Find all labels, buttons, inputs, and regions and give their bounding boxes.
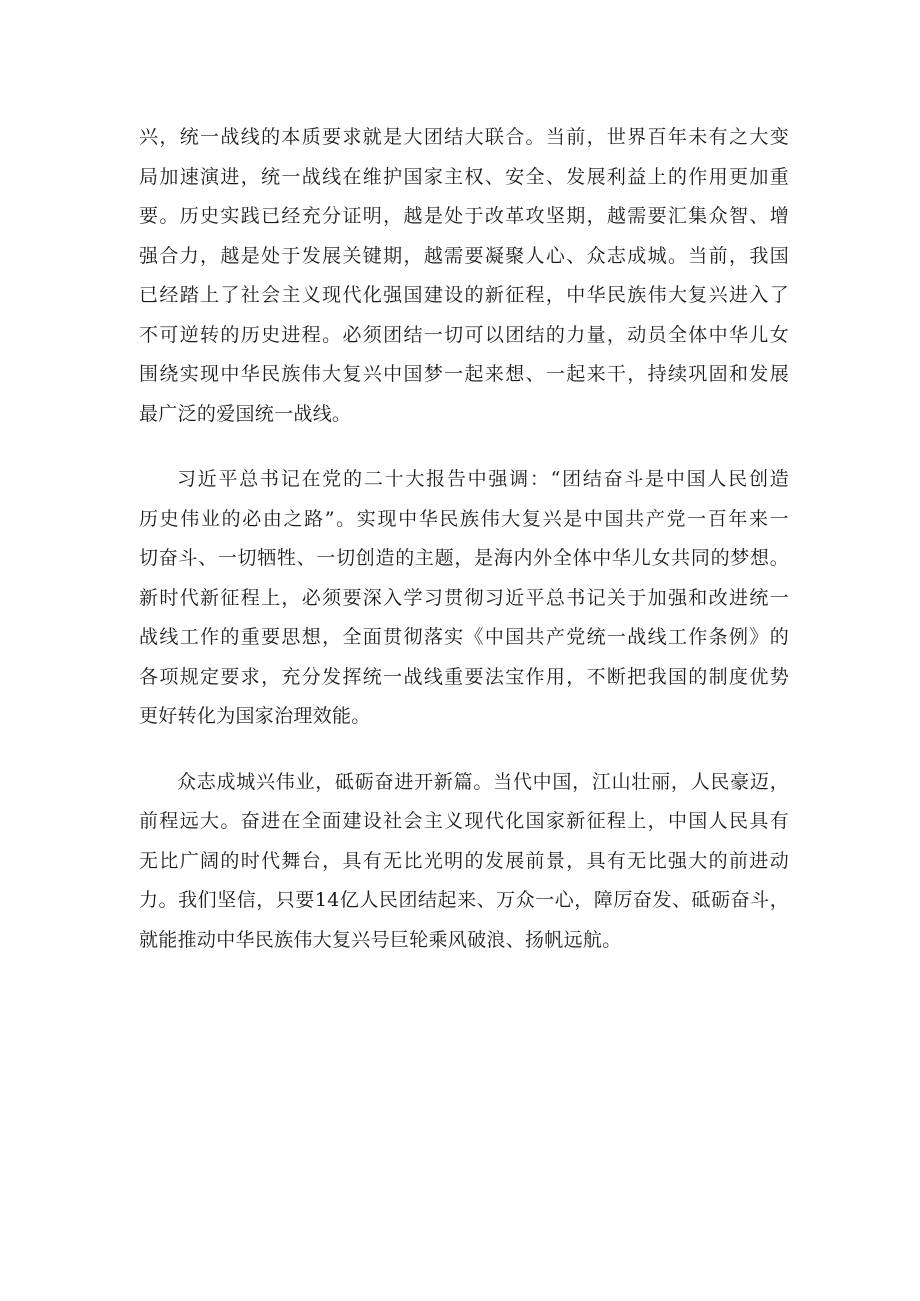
text-line: 新时代新征程上，必须要深入学习贯彻习近平总书记关于加强和改进统一: [139, 586, 789, 609]
text-line: 不可逆转的历史进程。必须团结一切可以团结的力量，动员全体中华儿女: [139, 323, 789, 346]
document-body: [139, 118, 789, 986]
text-line: 战线工作的重要思想，全面贯彻落实《中国共产党统一战线工作条例》的: [139, 626, 789, 648]
text-line: 历史伟业的必由之路”。实现中华民族伟大复兴是中国共产党一百年来一: [139, 507, 789, 530]
text-line: 各项规定要求，充分发挥统一战线重要法宝作用，不断把我国的制度优势: [139, 665, 789, 688]
paragraph-2: [139, 460, 789, 737]
text-line: 已经踏上了社会主义现代化强国建设的新征程，中华民族伟大复兴进入了: [139, 284, 789, 306]
text-line: 强合力，越是处于发展关键期，越需要凝聚人心、众志成城。当前，我国: [139, 244, 789, 267]
text-line: 就能推动中华民族伟大复兴号巨轮乘风破浪、扬帆远航。: [139, 928, 622, 951]
text-line: 力。我们坚信，只要14亿人民团结起来、万众一心，障厉奋发、砥砺奋斗，: [139, 889, 789, 911]
paragraph-3: [139, 763, 789, 961]
text-line: 切奋斗、一切牺牲、一切创造的主题，是海内外全体中华儿女共同的梦想。: [139, 547, 789, 569]
text-line: 前程远大。奋进在全面建设社会主义现代化国家新征程上，中国人民具有: [139, 810, 789, 832]
text-line: 众志成城兴伟业，砥砺奋进开新篇。当代中国，江山壮丽，人民豪迈，: [177, 770, 789, 793]
text-line: 最广泛的爱国统一战线。: [139, 402, 352, 425]
text-line: 更好转化为国家治理效能。: [139, 705, 371, 727]
text-line: 局加速演进，统一战线在维护国家主权、安全、发展利益上的作用更加重: [139, 165, 789, 188]
text-line: 兴，统一战线的本质要求就是大团结大联合。当前，世界百年未有之大变: [139, 126, 789, 148]
text-line: 无比广阔的时代舞台，具有无比光明的发展前景，具有无比强大的前进动: [139, 849, 789, 872]
text-line: 要。历史实践已经充分证明，越是处于改革攻坚期，越需要汇集众智、增: [139, 205, 789, 227]
paragraph-1: [139, 118, 789, 434]
text-line: 习近平总书记在党的二十大报告中强调：“团结奋斗是中国人民创造: [177, 468, 789, 490]
text-line: 围绕实现中华民族伟大复兴中国梦一起来想、一起来干，持续巩固和发展: [139, 363, 789, 385]
